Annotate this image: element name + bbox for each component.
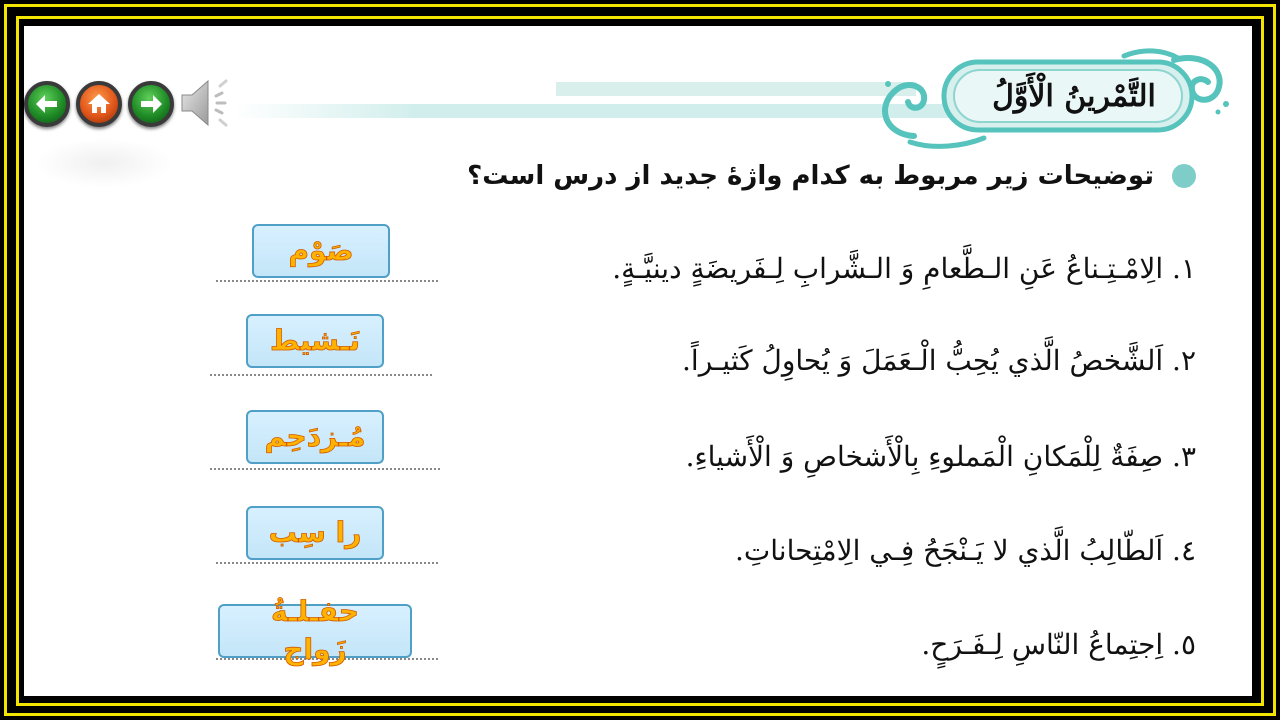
question-1: ١. الِامْـتِـناعُ عَنِ الـطَّعامِ وَ الـشَّرابِ لِـفَريضَةٍ دينيَّـةٍ. xyxy=(612,252,1196,285)
arrow-left-icon xyxy=(33,90,61,118)
question-4: ٤. اَلطّالِبُ الَّذي لا يَـنْجَحُ فِـي الِامْتِحاناتِ. xyxy=(735,534,1196,567)
speaker-icon[interactable] xyxy=(178,76,244,130)
answer-text-1: صَوْم xyxy=(288,234,354,267)
decorative-band xyxy=(234,104,964,118)
answer-text-5: حفـلـةُ زَواج xyxy=(271,595,359,666)
question-3: ٣. صِفَةٌ لِلْمَكانِ الْمَملوءِ بِالْأَشخاصِ وَ الْأَشياءِ. xyxy=(685,440,1196,473)
answer-text-2: نَـشيط xyxy=(270,324,360,357)
question-2: ٢. اَلشَّخصُ الَّذي يُحِبُّ الْـعَمَلَ وَ يُحاوِلُ كَثيـراً. xyxy=(682,344,1196,377)
home-button[interactable] xyxy=(76,81,122,127)
back-button[interactable] xyxy=(24,81,70,127)
home-icon xyxy=(85,90,113,118)
answer-line-1 xyxy=(216,280,438,282)
exercise-title: التَّمْرينُ الْأَوَّلُ xyxy=(992,78,1156,114)
answer-box-1[interactable] xyxy=(252,224,390,278)
decorative-band-top xyxy=(556,82,916,96)
title-banner xyxy=(874,46,1234,152)
arrow-right-icon xyxy=(137,90,165,118)
answer-box-2[interactable] xyxy=(246,314,384,368)
answer-box-5[interactable] xyxy=(218,595,412,666)
instruction-text: توضیحات زیر مربوط به کدام واژهٔ جدید از درس است؟ xyxy=(467,161,1154,191)
answer-line-2 xyxy=(210,374,432,376)
bullet-dot xyxy=(1172,164,1196,188)
answer-box-3[interactable] xyxy=(246,410,384,464)
answer-line-4 xyxy=(216,562,438,564)
question-5: ٥. اِجتِماعُ النّاسِ لِـفَـرَحٍ. xyxy=(921,628,1196,661)
decorative-shadow xyxy=(34,138,174,188)
slide-canvas xyxy=(24,26,1252,696)
forward-button[interactable] xyxy=(128,81,174,127)
answer-box-4[interactable] xyxy=(246,506,384,560)
answer-text-3: مُـزدَحِم xyxy=(264,420,366,453)
answer-line-3 xyxy=(210,468,440,470)
answer-text-4: را سِب xyxy=(268,516,362,549)
